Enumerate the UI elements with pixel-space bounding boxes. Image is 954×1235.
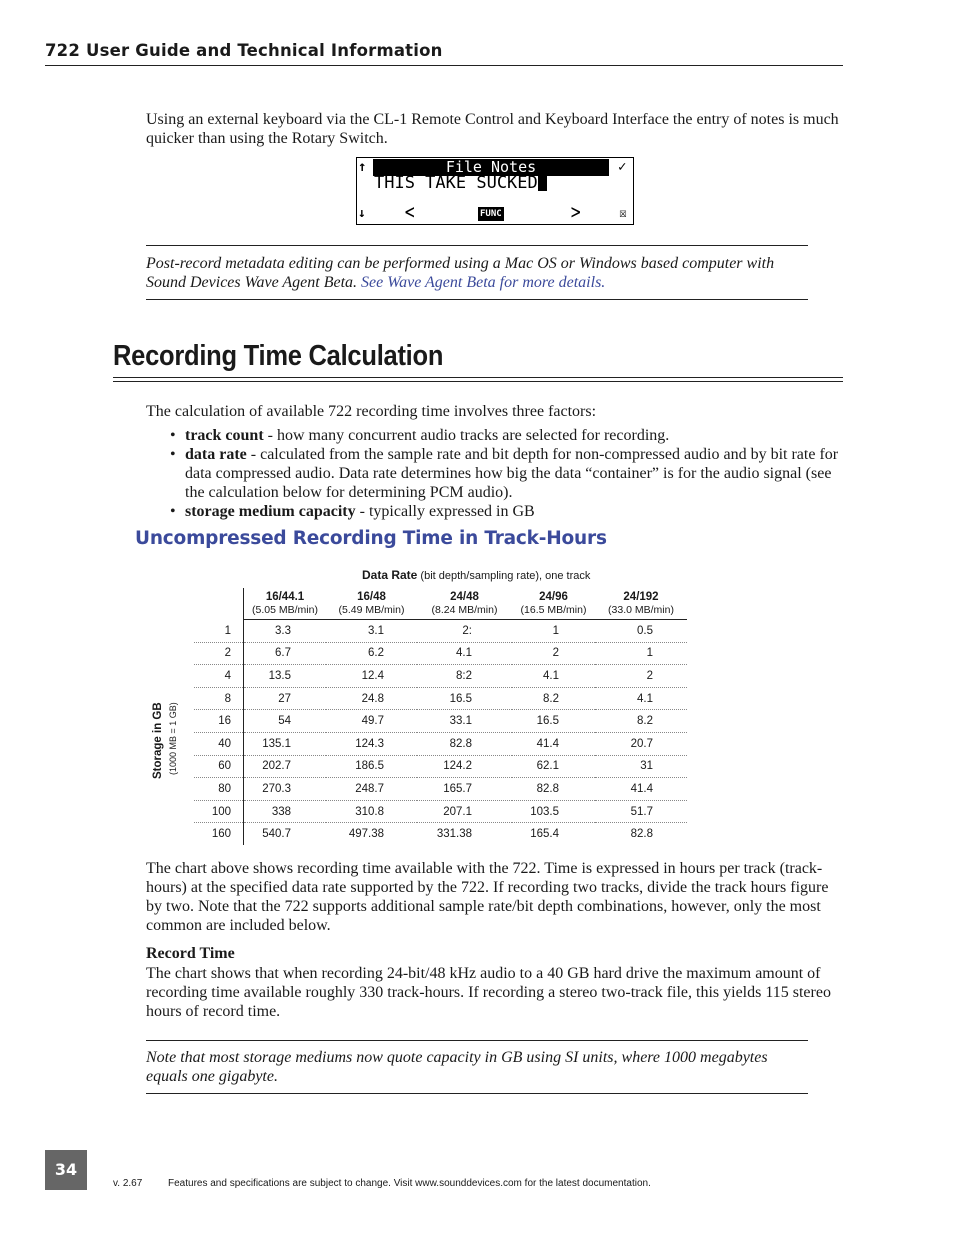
note-wave-agent (146, 245, 808, 300)
table-cell: 4.1 (595, 687, 687, 710)
row-header-gb: 8 (194, 687, 244, 710)
table-cell: 124.3 (326, 732, 417, 755)
row-header-gb: 40 (194, 732, 244, 755)
row-header-gb: 2 (194, 642, 244, 665)
record-time-heading: Record Time (146, 945, 235, 962)
header-divider (45, 65, 843, 66)
calculation-intro: The calculation of available 722 recording time involves three factors: (146, 403, 597, 420)
table-cell: 248.7 (326, 778, 417, 801)
note-si-units (146, 1040, 808, 1094)
factor-term: data rate (185, 446, 247, 463)
table-cell: 41.4 (512, 732, 595, 755)
factor-term: track count (185, 427, 264, 444)
table-cell: 12.4 (326, 665, 417, 688)
bullet-icon: • (170, 446, 176, 463)
table-cell: 1 (595, 642, 687, 665)
column-header: 24/96 (16.5 MB/min) (512, 588, 595, 620)
table-row (194, 642, 687, 665)
list-item (170, 502, 840, 521)
factor-term: storage medium capacity (185, 503, 356, 520)
row-header-gb: 16 (194, 710, 244, 733)
row-header-gb: 4 (194, 665, 244, 688)
row-axis-title: Storage in GB (152, 702, 164, 779)
table-cell: 1 (512, 620, 595, 643)
column-header: 16/44.1 (5.05 MB/min) (244, 588, 327, 620)
table-row (194, 665, 687, 688)
table-row (194, 620, 687, 643)
table-cell: 6.2 (326, 642, 417, 665)
title-rule-bottom (113, 381, 843, 382)
table-cell: 103.5 (512, 800, 595, 823)
table-cell: 124.2 (417, 755, 512, 778)
running-header: 722 User Guide and Technical Information (45, 41, 443, 60)
table-cell: 8.2 (512, 687, 595, 710)
lcd-screen-illustration (356, 157, 634, 225)
table-cell: 16.5 (417, 687, 512, 710)
table-cell: 338 (244, 800, 327, 823)
record-time-paragraph: The chart shows that when recording 24-bit/48 kHz audio to a 40 GB hard drive the maximum amount of recording time available roughly 330 track-hours. If recording a stereo two-track file, this yields 115 stereo hours of record time. (146, 965, 831, 1020)
table-cell: 310.8 (326, 800, 417, 823)
table-cell: 31 (595, 755, 687, 778)
factor-desc: - typically expressed in GB (355, 503, 535, 520)
cursor-icon (538, 175, 547, 191)
factor-desc: - calculated from the sample rate and bit depth for non-compressed audio and by bit rate for data compressed audio. Data rate determines how big the data “container” is for the audio signal (see the calculation below for determining PCM audio). (185, 446, 839, 501)
table-cell: 3.1 (326, 620, 417, 643)
down-arrow-icon: ↓ (358, 206, 366, 221)
table-cell: 49.7 (326, 710, 417, 733)
chart-explanation: The chart above shows recording time available with the 722. Time is expressed in hours per track (track-hours) at the specified data rate supported by the 722. If recording two tracks, divide the track hours figure by two. Note that the 722 supports additional sample rate/bit depth combinations, however, only the most common are included below. (146, 860, 829, 934)
note-wave-agent-text: Post-record metadata editing can be performed using a Mac OS or Windows based computer with Sound Devices Wave Agent Beta. (146, 255, 775, 291)
table-cell: 82.8 (630, 828, 653, 841)
table-caption-rest: (bit depth/sampling rate), one track (417, 570, 591, 582)
row-axis-label (152, 695, 182, 785)
table-cell: 8:2 (417, 665, 512, 688)
list-item (170, 445, 840, 502)
table-row (194, 778, 687, 801)
table-row (194, 710, 687, 733)
row-header-gb: 100 (194, 800, 244, 823)
right-arrow-icon: ᐳ (571, 206, 581, 221)
footer-version: v. 2.67 (113, 1178, 143, 1189)
table-cell: 497.38 (348, 828, 384, 841)
row-header-gb: 160 (194, 823, 244, 845)
table-row (194, 687, 687, 710)
table-cell: 207.1 (417, 800, 512, 823)
lcd-title: File Notes (373, 159, 609, 176)
table-cell: 6.7 (244, 642, 327, 665)
table-cell: 27 (244, 687, 327, 710)
table-cell: 2 (595, 665, 687, 688)
table-cell: 4.1 (417, 642, 512, 665)
table-row (194, 732, 687, 755)
column-header: 16/48 (5.49 MB/min) (326, 588, 417, 620)
table-caption-bold: Data Rate (362, 568, 418, 582)
table-cell: 8.2 (595, 710, 687, 733)
table-cell: 540.7 (262, 828, 291, 841)
table-cell: 54 (244, 710, 327, 733)
recording-time-table (194, 588, 687, 845)
table-cell: 82.8 (512, 778, 595, 801)
table-cell: 165.7 (417, 778, 512, 801)
table-cell: 202.7 (244, 755, 327, 778)
lcd-note-value: THIS TAKE SUCKED (374, 173, 538, 193)
table-cell: 331.38 (436, 828, 472, 841)
row-header-gb: 1 (194, 620, 244, 643)
page-number: 34 (45, 1150, 87, 1190)
table-cell: 13.5 (244, 665, 327, 688)
corner-cell (194, 588, 244, 620)
table-cell: 41.4 (595, 778, 687, 801)
table-cell: 270.3 (244, 778, 327, 801)
table-cell: 135.1 (244, 732, 327, 755)
table-cell: 2: (417, 620, 512, 643)
table-cell: 20.7 (595, 732, 687, 755)
row-axis-subtitle: (1000 MB = 1 GB) (168, 702, 178, 775)
up-arrow-icon: ↑ (358, 159, 367, 175)
table-caption (362, 568, 590, 582)
section-title: Recording Time Calculation (113, 340, 444, 372)
table-cell: 33.1 (417, 710, 512, 733)
title-rule-top (113, 377, 843, 378)
bullet-icon: • (170, 427, 176, 444)
list-item (170, 426, 840, 445)
wave-agent-link[interactable]: See Wave Agent Beta for more details. (361, 274, 606, 291)
table-cell: 82.8 (417, 732, 512, 755)
bullet-icon: • (170, 503, 176, 520)
table-row (194, 800, 687, 823)
table-cell: 62.1 (512, 755, 595, 778)
func-softkey-label: FUNC (480, 209, 502, 219)
footer-disclaimer: Features and specifications are subject to change. Visit www.sounddevices.com for the latest documentation. (168, 1178, 651, 1189)
table-cell: 4.1 (512, 665, 595, 688)
column-header: 24/192 (33.0 MB/min) (595, 588, 687, 620)
table-cell: 16.5 (512, 710, 595, 733)
close-icon: ☒ (619, 206, 627, 221)
subsection-title: Uncompressed Recording Time in Track-Hours (135, 528, 607, 549)
check-icon: ✓ (618, 159, 627, 175)
table-cell: 165.4 (530, 828, 559, 841)
column-header: 24/48 (8.24 MB/min) (417, 588, 512, 620)
table-row (194, 755, 687, 778)
lcd-note-text (374, 173, 547, 193)
row-header-gb: 60 (194, 755, 244, 778)
table-cell: 0.5 (595, 620, 687, 643)
factor-list (170, 426, 840, 521)
intro-paragraph: Using an external keyboard via the CL-1 Remote Control and Keyboard Interface the entry of notes is much quicker than using the Rotary Switch. (146, 111, 839, 147)
table-cell: 186.5 (326, 755, 417, 778)
note-si-units-text: Note that most storage mediums now quote capacity in GB using SI units, where 1000 megabytes equals one gigabyte. (146, 1049, 768, 1085)
table-cell: 3.3 (244, 620, 327, 643)
row-header-gb: 80 (194, 778, 244, 801)
table-cell: 51.7 (595, 800, 687, 823)
table-body (194, 620, 687, 845)
table-row (194, 823, 687, 845)
table-header-row (194, 588, 687, 620)
factor-desc: - how many concurrent audio tracks are selected for recording. (263, 427, 670, 444)
table-cell: 24.8 (326, 687, 417, 710)
table-cell: 2 (512, 642, 595, 665)
left-arrow-icon: ᐸ (405, 206, 415, 221)
